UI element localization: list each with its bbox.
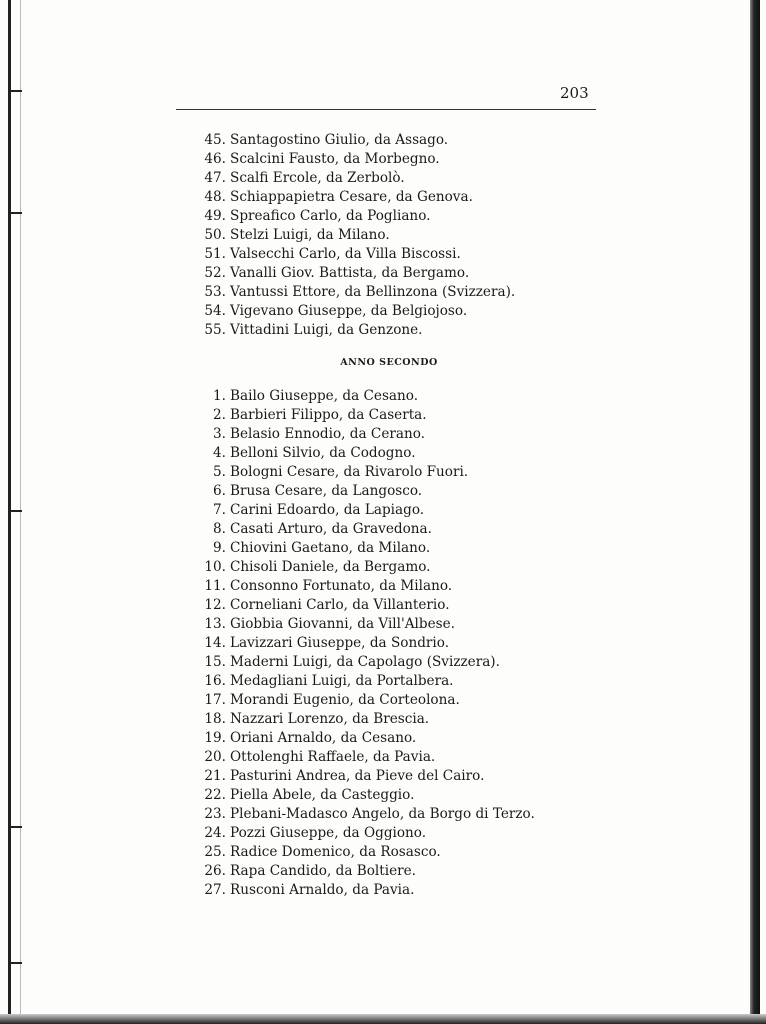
list-item — [190, 387, 535, 406]
list-item-number: 18. — [204, 711, 226, 727]
list-item — [190, 539, 535, 558]
list-item-text: Nazzari Lorenzo, da Brescia. — [230, 711, 430, 727]
list-item — [190, 501, 535, 520]
list-item-number: 22. — [204, 787, 226, 803]
binding-mark — [10, 510, 22, 512]
list-item — [190, 425, 535, 444]
list-item-number: 45. — [204, 132, 226, 148]
list-item-number: 12. — [204, 597, 226, 613]
list-item-number: 46. — [204, 151, 226, 167]
list-item — [190, 653, 535, 672]
list-item-number: 17. — [204, 692, 226, 708]
list-item-number: 51. — [204, 246, 226, 262]
list-item-text: Radice Domenico, da Rosasco. — [230, 844, 441, 860]
binding-mark — [10, 90, 22, 92]
list-item-number: 49. — [204, 208, 226, 224]
list-item — [190, 482, 535, 501]
list-item-number: 55. — [204, 322, 226, 338]
list-item — [190, 824, 535, 843]
list-item-text: Rusconi Arnaldo, da Pavia. — [230, 882, 415, 898]
page-binding-shadow — [20, 0, 21, 1024]
list-item — [190, 748, 535, 767]
list-item — [190, 226, 515, 245]
list-item-text: Vigevano Giuseppe, da Belgiojoso. — [230, 303, 468, 319]
list-item-number: 53. — [204, 284, 226, 300]
list-item-text: Morandi Eugenio, da Corteolona. — [230, 692, 460, 708]
list-item-number: 26. — [204, 863, 226, 879]
list-item-text: Scalcini Fausto, da Morbegno. — [230, 151, 440, 167]
student-list-second — [190, 387, 535, 900]
list-item — [190, 558, 535, 577]
list-item-number: 20. — [204, 749, 226, 765]
list-item-text: Belasio Ennodio, da Cerano. — [230, 426, 426, 442]
list-item — [190, 843, 535, 862]
list-item — [190, 615, 535, 634]
page-bottom-edge — [0, 1014, 766, 1024]
list-item-number: 7. — [213, 502, 226, 518]
list-item-text: Vittadini Luigi, da Genzone. — [230, 322, 423, 338]
list-item-text: Maderni Luigi, da Capolago (Svizzera). — [230, 654, 500, 670]
list-item-number: 6. — [213, 483, 226, 499]
list-item — [190, 786, 535, 805]
list-item — [190, 881, 535, 900]
list-item-text: Lavizzari Giuseppe, da Sondrio. — [230, 635, 450, 651]
list-item-text: Ottolenghi Raffaele, da Pavia. — [230, 749, 436, 765]
list-item-text: Oriani Arnaldo, da Cesano. — [230, 730, 417, 746]
list-item — [190, 729, 535, 748]
list-item — [190, 691, 535, 710]
list-item-number: 19. — [204, 730, 226, 746]
list-item-text: Chiovini Gaetano, da Milano. — [230, 540, 431, 556]
list-item — [190, 131, 515, 150]
list-item-text: Vantussi Ettore, da Bellinzona (Svizzera). — [230, 284, 516, 300]
list-item-text: Bailo Giuseppe, da Cesano. — [230, 388, 419, 404]
list-item-text: Corneliani Carlo, da Villanterio. — [230, 597, 450, 613]
list-item-number: 14. — [204, 635, 226, 651]
list-item — [190, 169, 515, 188]
list-item-number: 5. — [213, 464, 226, 480]
list-item-number: 50. — [204, 227, 226, 243]
list-item-text: Bologni Cesare, da Rivarolo Fuori. — [230, 464, 469, 480]
list-item — [190, 207, 515, 226]
list-item — [190, 577, 535, 596]
list-item — [190, 710, 535, 729]
list-item-number: 4. — [213, 445, 226, 461]
page-binding-edge — [8, 0, 11, 1024]
binding-mark — [10, 212, 22, 214]
list-item — [190, 767, 535, 786]
list-item-number: 1. — [213, 388, 226, 404]
list-item-text: Medagliani Luigi, da Portalbera. — [230, 673, 454, 689]
list-item-text: Casati Arturo, da Gravedona. — [230, 521, 432, 537]
list-item — [190, 245, 515, 264]
binding-mark — [10, 826, 22, 828]
list-item-number: 15. — [204, 654, 226, 670]
list-item-text: Barbieri Filippo, da Caserta. — [230, 407, 427, 423]
list-item-text: Stelzi Luigi, da Milano. — [230, 227, 390, 243]
list-item — [190, 188, 515, 207]
list-item-text: Spreafico Carlo, da Pogliano. — [230, 208, 431, 224]
header-rule — [176, 109, 596, 110]
list-item-text: Pozzi Giuseppe, da Oggiono. — [230, 825, 427, 841]
list-item-text: Belloni Silvio, da Codogno. — [230, 445, 416, 461]
list-item — [190, 596, 535, 615]
list-item-text: Santagostino Giulio, da Assago. — [230, 132, 449, 148]
list-item-number: 16. — [204, 673, 226, 689]
list-item-text: Schiappapietra Cesare, da Genova. — [230, 189, 473, 205]
list-item-text: Chisoli Daniele, da Bergamo. — [230, 559, 431, 575]
page-right-edge — [750, 0, 760, 1024]
list-item — [190, 805, 535, 824]
list-item — [190, 520, 535, 539]
list-item-text: Vanalli Giov. Battista, da Bergamo. — [230, 265, 470, 281]
list-item-number: 10. — [204, 559, 226, 575]
list-item-number: 24. — [204, 825, 226, 841]
student-list-first — [190, 131, 515, 340]
list-item-number: 47. — [204, 170, 226, 186]
list-item-number: 21. — [204, 768, 226, 784]
list-item-number: 3. — [213, 426, 226, 442]
list-item — [190, 302, 515, 321]
list-item-number: 2. — [213, 407, 226, 423]
list-item — [190, 463, 535, 482]
list-item-text: Brusa Cesare, da Langosco. — [230, 483, 423, 499]
list-item — [190, 672, 535, 691]
list-item-text: Valsecchi Carlo, da Villa Biscossi. — [230, 246, 461, 262]
binding-mark — [10, 962, 22, 964]
list-item — [190, 406, 535, 425]
list-item-text: Giobbia Giovanni, da Vill'Albese. — [230, 616, 455, 632]
list-item-number: 8. — [213, 521, 226, 537]
list-item-text: Rapa Candido, da Boltiere. — [230, 863, 416, 879]
page-number: 203 — [560, 84, 589, 102]
list-item-number: 27. — [204, 882, 226, 898]
list-item-text: Scalfi Ercole, da Zerbolò. — [230, 170, 405, 186]
list-item-number: 9. — [213, 540, 226, 556]
section-title: ANNO SECONDO — [340, 357, 438, 368]
list-item-text: Pasturini Andrea, da Pieve del Cairo. — [230, 768, 485, 784]
list-item — [190, 321, 515, 340]
list-item-number: 54. — [204, 303, 226, 319]
list-item-number: 13. — [204, 616, 226, 632]
list-item-number: 48. — [204, 189, 226, 205]
list-item-number: 11. — [204, 578, 226, 594]
list-item-text: Consonno Fortunato, da Milano. — [230, 578, 453, 594]
list-item-text: Piella Abele, da Casteggio. — [230, 787, 415, 803]
list-item — [190, 150, 515, 169]
list-item-number: 25. — [204, 844, 226, 860]
list-item — [190, 634, 535, 653]
list-item-number: 23. — [204, 806, 226, 822]
list-item — [190, 283, 515, 302]
list-item-number: 52. — [204, 265, 226, 281]
list-item-text: Carini Edoardo, da Lapiago. — [230, 502, 425, 518]
list-item — [190, 264, 515, 283]
list-item — [190, 862, 535, 881]
list-item — [190, 444, 535, 463]
list-item-text: Plebani-Madasco Angelo, da Borgo di Terzo. — [230, 806, 535, 822]
